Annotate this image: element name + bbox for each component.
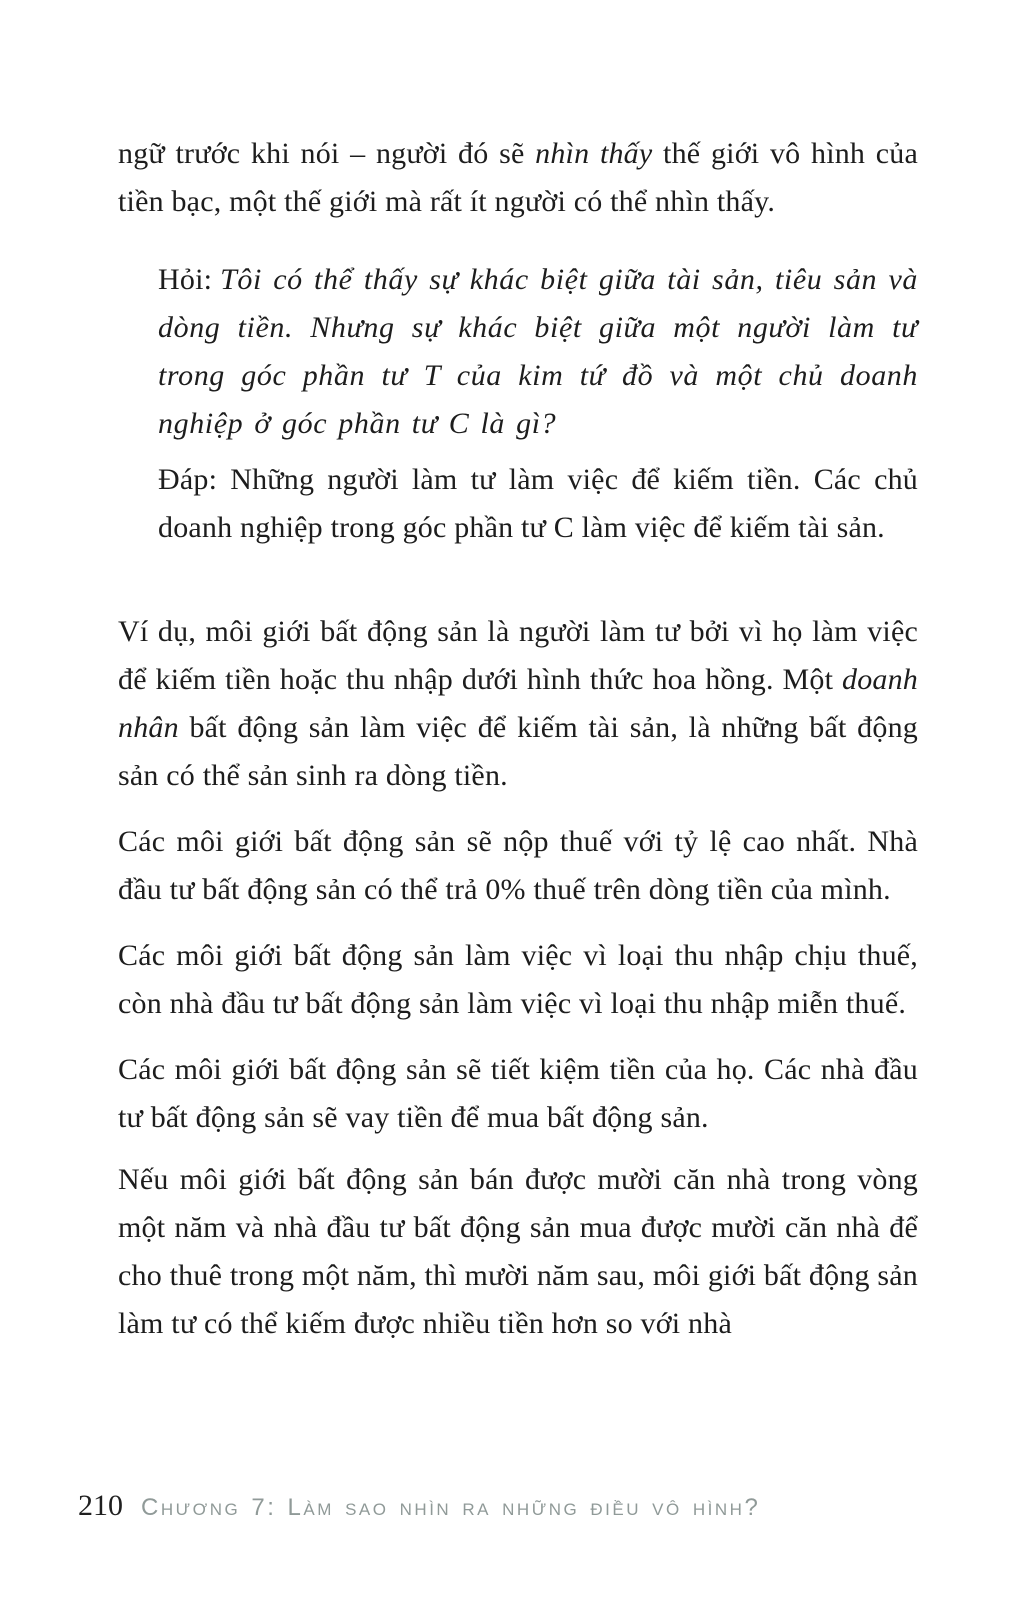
paragraph-ten-houses: Nếu môi giới bất động sản bán được mười căn nhà trong vòng một năm và nhà đầu tư bất động sản mua được mười căn nhà để cho thuê trong một năm, thì mười năm sau, môi giới bất động sản làm tư có thể kiếm được nhiều tiền hơn so với nhà	[118, 1163, 918, 1340]
page-number: 210	[78, 1489, 123, 1522]
paragraph-question: Hỏi: Tôi có thể thấy sự khác biệt giữa tài sản, tiêu sản và dòng tiền. Nhưng sự khác biệt giữa một người làm tư trong góc phần tư T của kim tứ đồ và một chủ doanh nghiệp ở góc phần tư C là gì?	[158, 263, 918, 440]
paragraph-taxable-income: Các môi giới bất động sản làm việc vì loại thu nhập chịu thuế, còn nhà đầu tư bất động sản làm việc vì loại thu nhập miễn thuế.	[118, 939, 918, 1020]
paragraph-example: Ví dụ, môi giới bất động sản là người làm tư bởi vì họ làm việc để kiếm tiền hoặc thu nhập dưới hình thức hoa hồng. Một doanh nhân bất động sản làm việc để kiếm tài sản, là những bất động sản có thể sản sinh ra dòng tiền.	[118, 615, 918, 792]
paragraph-tax-rate: Các môi giới bất động sản sẽ nộp thuế với tỷ lệ cao nhất. Nhà đầu tư bất động sản có thể trả 0% thuế trên dòng tiền của mình.	[118, 825, 918, 906]
paragraph-answer: Đáp: Những người làm tư làm việc để kiếm tiền. Các chủ doanh nghiệp trong góc phần tư C làm việc để kiếm tài sản.	[158, 463, 918, 544]
page-footer	[78, 1489, 760, 1523]
paragraph-intro: ngữ trước khi nói – người đó sẽ nhìn thấy thế giới vô hình của tiền bạc, một thế giới mà rất ít người có thể nhìn thấy.	[118, 137, 919, 218]
paragraph-save-borrow: Các môi giới bất động sản sẽ tiết kiệm tiền của họ. Các nhà đầu tư bất động sản sẽ vay tiền để mua bất động sản.	[118, 1053, 918, 1134]
page-body	[118, 130, 918, 1348]
chapter-title: Chương 7: Làm sao nhìn ra những điều vô hình?	[141, 1494, 761, 1521]
